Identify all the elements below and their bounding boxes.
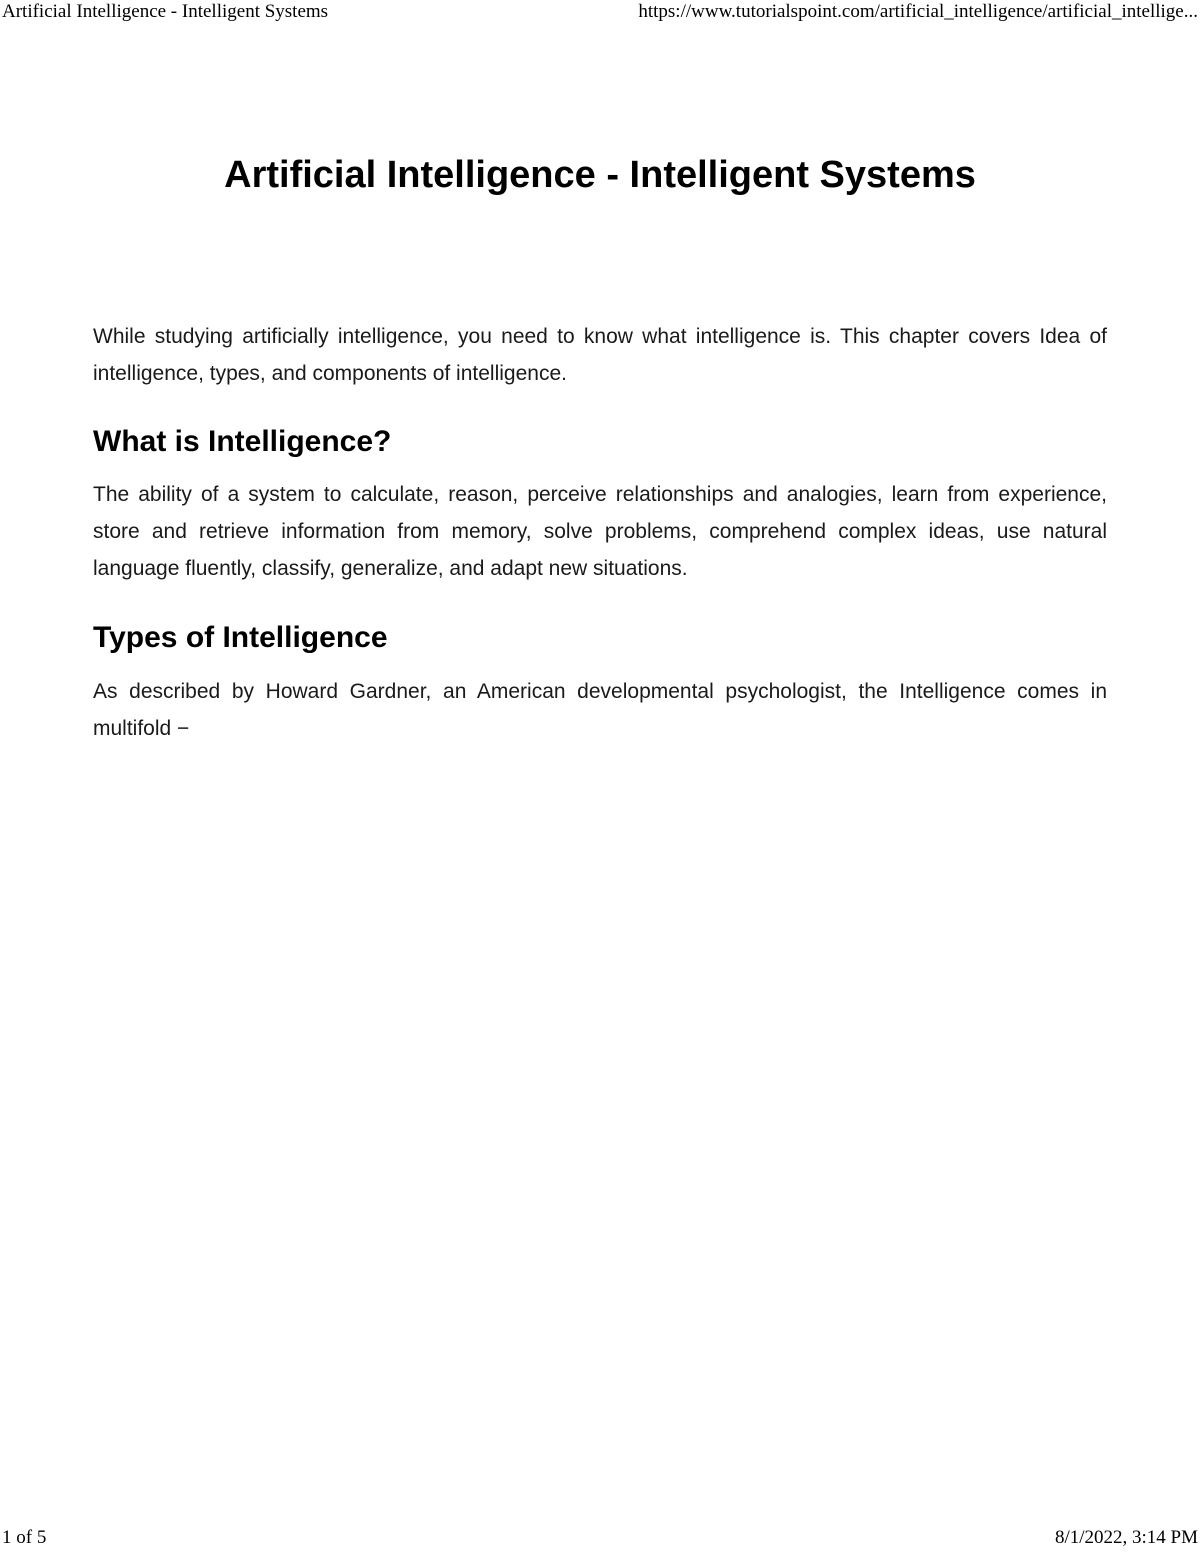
- page-title: Artificial Intelligence - Intelligent Systems: [224, 154, 976, 196]
- print-timestamp: 8/1/2022, 3:14 PM: [1054, 1527, 1198, 1548]
- print-header-url: https://www.tutorialspoint.com/artificial_intelligence/artificial_intellige...: [638, 1, 1198, 22]
- intro-paragraph: While studying artificially intelligence, you need to know what intelligence is. This chapter covers Idea of intelligence, types, and components of intelligence.: [93, 325, 1107, 385]
- print-header-title: Artificial Intelligence - Intelligent Systems: [2, 1, 329, 22]
- section-heading-types-of-intelligence: Types of Intelligence: [93, 621, 388, 654]
- section-paragraph-what-is-intelligence: The ability of a system to calculate, reason, perceive relationships and analogies, learn from experience, store and retrieve information from memory, solve problems, comprehend complex ideas, use natural language fluently, classify, generalize, and adapt new situations.: [93, 483, 1107, 580]
- page-number: 1 of 5: [2, 1527, 47, 1548]
- section-paragraph-types-of-intelligence: As described by Howard Gardner, an American developmental psychologist, the Intelligence comes in multifold −: [93, 680, 1107, 740]
- print-header: [0, 1, 1200, 25]
- print-footer: [0, 1527, 1200, 1551]
- section-heading-what-is-intelligence: What is Intelligence?: [93, 425, 392, 458]
